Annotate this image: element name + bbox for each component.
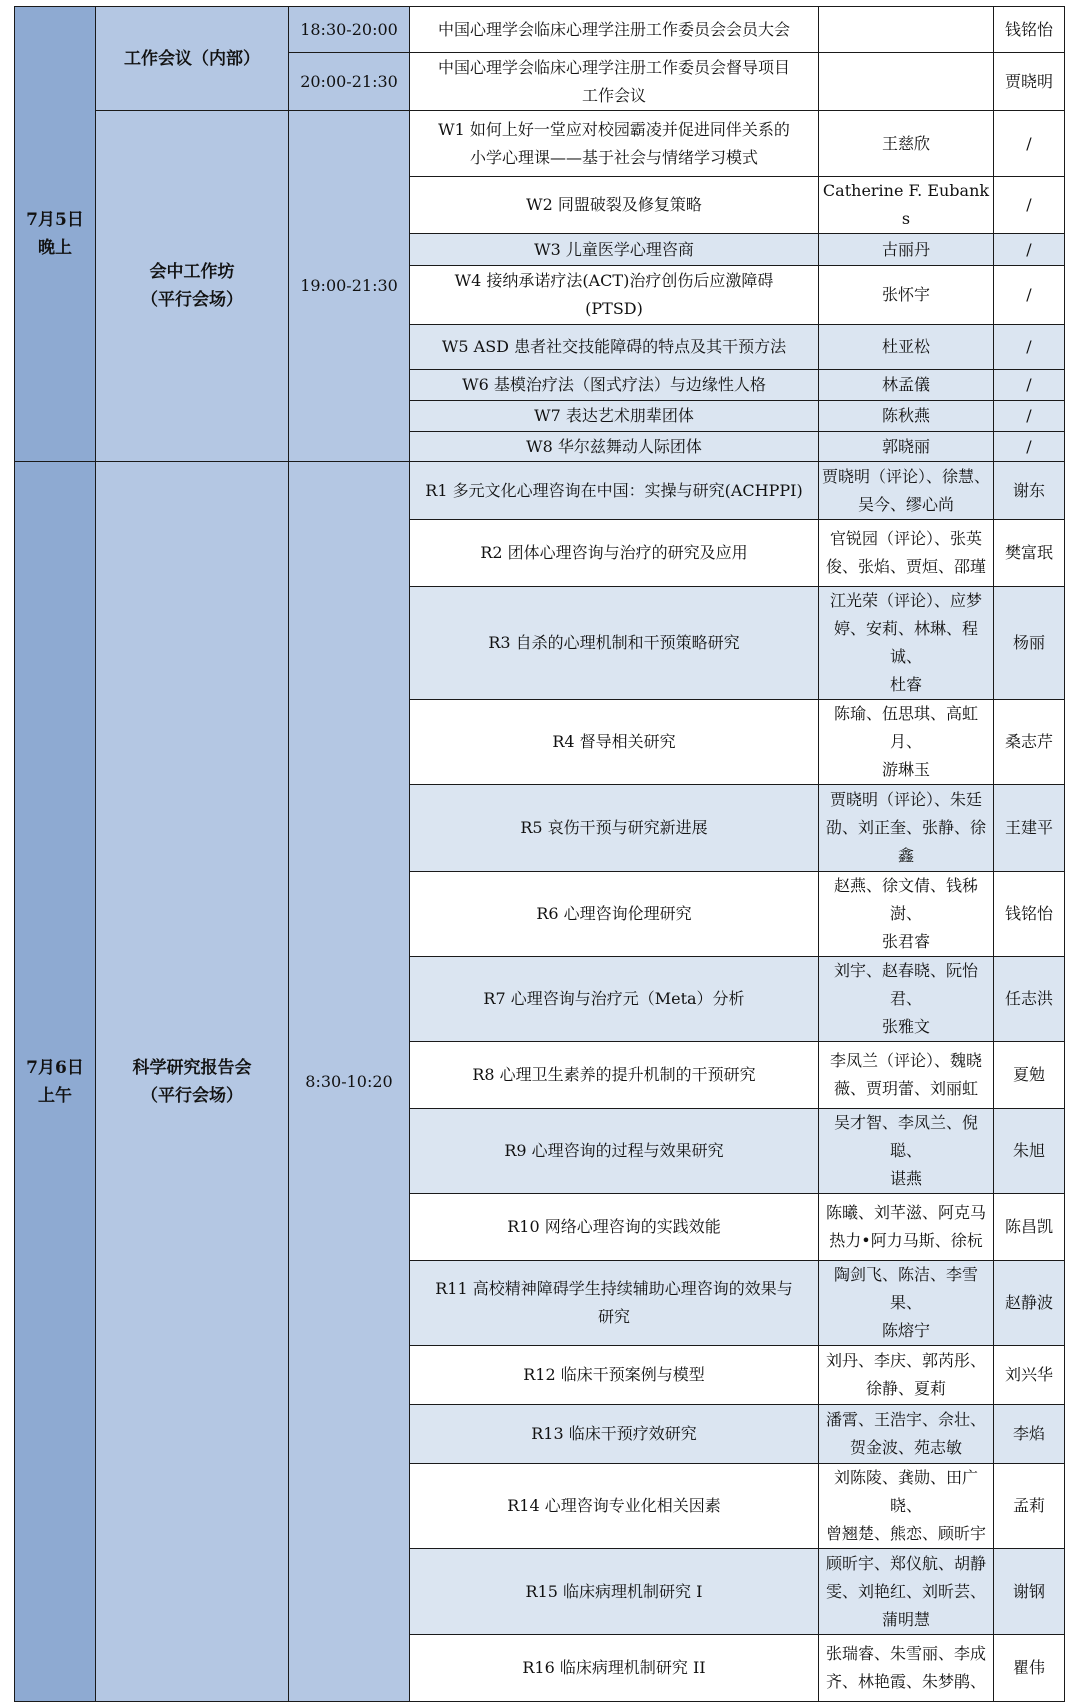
speaker-cell: 江光荣（评论）、应梦 婷、安莉、林琳、程诚、 杜睿 — [819, 587, 994, 700]
topic-cell: 中国心理学会临床心理学注册工作委员会督导项目 工作会议 — [410, 53, 819, 111]
host-cell: 桑志芹 — [994, 700, 1065, 785]
topic-cell: R1 多元文化心理咨询在中国：实操与研究(ACHPPI) — [410, 462, 819, 520]
table-row — [15, 111, 1065, 177]
host-cell: 李焰 — [994, 1405, 1065, 1464]
topic-cell: R9 心理咨询的过程与效果研究 — [410, 1109, 819, 1194]
speaker-cell: 陈曦、刘芊滋、阿克马 热力•阿力马斯、徐杬 — [819, 1194, 994, 1261]
host-cell: / — [994, 266, 1065, 325]
session-research-report: 科学研究报告会 （平行会场） — [96, 462, 289, 1702]
speaker-cell: 吴才智、李凤兰、倪聪、 谌燕 — [819, 1109, 994, 1194]
host-cell: 谢钢 — [994, 1549, 1065, 1635]
topic-cell: W6 基模治疗法（图式疗法）与边缘性人格 — [410, 370, 819, 401]
speaker-cell: 官锐园（评论）、张英 俊、张焰、贾烜、邵瑾 — [819, 520, 994, 587]
session-workshop: 会中工作坊 （平行会场） — [96, 111, 289, 462]
topic-cell: R2 团体心理咨询与治疗的研究及应用 — [410, 520, 819, 587]
time-cell: 20:00-21:30 — [289, 53, 410, 111]
topic-cell: R13 临床干预疗效研究 — [410, 1405, 819, 1464]
host-cell: 樊富珉 — [994, 520, 1065, 587]
host-cell: 陈昌凯 — [994, 1194, 1065, 1261]
topic-cell: R10 网络心理咨询的实践效能 — [410, 1194, 819, 1261]
speaker-cell: 潘霄、王浩宇、佘壮、 贺金波、苑志敏 — [819, 1405, 994, 1464]
host-cell: 钱铭怡 — [994, 7, 1065, 53]
speaker-cell: 陈瑜、伍思琪、高虹月、 游琳玉 — [819, 700, 994, 785]
host-cell: 任志洪 — [994, 957, 1065, 1042]
speaker-cell: 古丽丹 — [819, 234, 994, 266]
topic-cell: R11 高校精神障碍学生持续辅助心理咨询的效果与 研究 — [410, 1261, 819, 1346]
topic-cell: R6 心理咨询伦理研究 — [410, 872, 819, 957]
host-cell: 夏勉 — [994, 1042, 1065, 1109]
speaker-cell: Catherine F. Eubanks — [819, 177, 994, 234]
speaker-cell: 贾晓明（评论）、徐慧、 吴今、缪心尚 — [819, 462, 994, 520]
host-cell: 杨丽 — [994, 587, 1065, 700]
speaker-cell: 顾昕宇、郑仪航、胡静 雯、刘艳红、刘昕芸、 蒲明慧 — [819, 1549, 994, 1635]
speaker-cell: 张瑞睿、朱雪丽、李成 齐、林艳霞、朱梦鹃、 — [819, 1635, 994, 1702]
topic-cell: W7 表达艺术朋辈团体 — [410, 401, 819, 432]
topic-cell: W3 儿童医学心理咨商 — [410, 234, 819, 266]
topic-cell: R5 哀伤干预与研究新进展 — [410, 785, 819, 872]
host-cell: / — [994, 401, 1065, 432]
topic-cell: W5 ASD 患者社交技能障碍的特点及其干预方法 — [410, 325, 819, 370]
topic-cell: W2 同盟破裂及修复策略 — [410, 177, 819, 234]
host-cell: 孟莉 — [994, 1464, 1065, 1549]
session-work-meeting: 工作会议（内部） — [96, 7, 289, 111]
topic-cell: R12 临床干预案例与模型 — [410, 1346, 819, 1405]
speaker-cell: 刘陈陵、龚勋、田广晓、 曾翘楚、熊恋、顾昕宇 — [819, 1464, 994, 1549]
host-cell: 贾晓明 — [994, 53, 1065, 111]
topic-cell: R4 督导相关研究 — [410, 700, 819, 785]
speaker-cell: 陶剑飞、陈洁、李雪果、 陈熔宁 — [819, 1261, 994, 1346]
host-cell: / — [994, 111, 1065, 177]
time-cell: 19:00-21:30 — [289, 111, 410, 462]
topic-cell: R8 心理卫生素养的提升机制的干预研究 — [410, 1042, 819, 1109]
day-cell-jul6: 7月6日 上午 — [15, 462, 96, 1702]
time-cell: 18:30-20:00 — [289, 7, 410, 53]
host-cell: / — [994, 432, 1065, 462]
host-cell: / — [994, 325, 1065, 370]
host-cell: 赵静波 — [994, 1261, 1065, 1346]
topic-cell: W1 如何上好一堂应对校园霸凌并促进同伴关系的 小学心理课——基于社会与情绪学习模式 — [410, 111, 819, 177]
speaker-cell — [819, 7, 994, 53]
table-row — [15, 7, 1065, 53]
topic-cell: R7 心理咨询与治疗元（Meta）分析 — [410, 957, 819, 1042]
speaker-cell: 刘宇、赵春晓、阮怡君、 张雅文 — [819, 957, 994, 1042]
speaker-cell: 张怀宇 — [819, 266, 994, 325]
speaker-cell: 郭晓丽 — [819, 432, 994, 462]
host-cell: / — [994, 234, 1065, 266]
topic-cell: R3 自杀的心理机制和干预策略研究 — [410, 587, 819, 700]
day-cell-jul5: 7月5日 晚上 — [15, 7, 96, 462]
host-cell: / — [994, 370, 1065, 401]
time-cell: 8:30-10:20 — [289, 462, 410, 1702]
host-cell: 朱旭 — [994, 1109, 1065, 1194]
speaker-cell: 陈秋燕 — [819, 401, 994, 432]
host-cell: / — [994, 177, 1065, 234]
speaker-cell — [819, 53, 994, 111]
speaker-cell: 王慈欣 — [819, 111, 994, 177]
host-cell: 王建平 — [994, 785, 1065, 872]
topic-cell: R16 临床病理机制研究 II — [410, 1635, 819, 1702]
table-row — [15, 462, 1065, 520]
host-cell: 钱铭怡 — [994, 872, 1065, 957]
speaker-cell: 赵燕、徐文倩、钱秭澍、 张君睿 — [819, 872, 994, 957]
speaker-cell: 刘丹、李庆、郭芮彤、 徐静、夏莉 — [819, 1346, 994, 1405]
host-cell: 刘兴华 — [994, 1346, 1065, 1405]
topic-cell: W8 华尔兹舞动人际团体 — [410, 432, 819, 462]
host-cell: 瞿伟 — [994, 1635, 1065, 1702]
topic-cell: R15 临床病理机制研究 I — [410, 1549, 819, 1635]
host-cell: 谢东 — [994, 462, 1065, 520]
topic-cell: R14 心理咨询专业化相关因素 — [410, 1464, 819, 1549]
topic-cell: W4 接纳承诺疗法(ACT)治疗创伤后应激障碍 (PTSD) — [410, 266, 819, 325]
speaker-cell: 贾晓明（评论）、朱廷 劭、刘正奎、张静、徐 鑫 — [819, 785, 994, 872]
topic-cell: 中国心理学会临床心理学注册工作委员会会员大会 — [410, 7, 819, 53]
speaker-cell: 杜亚松 — [819, 325, 994, 370]
speaker-cell: 李凤兰（评论）、魏晓 薇、贾玥蕾、刘丽虹 — [819, 1042, 994, 1109]
speaker-cell: 林孟儀 — [819, 370, 994, 401]
schedule-table — [14, 6, 1065, 1702]
